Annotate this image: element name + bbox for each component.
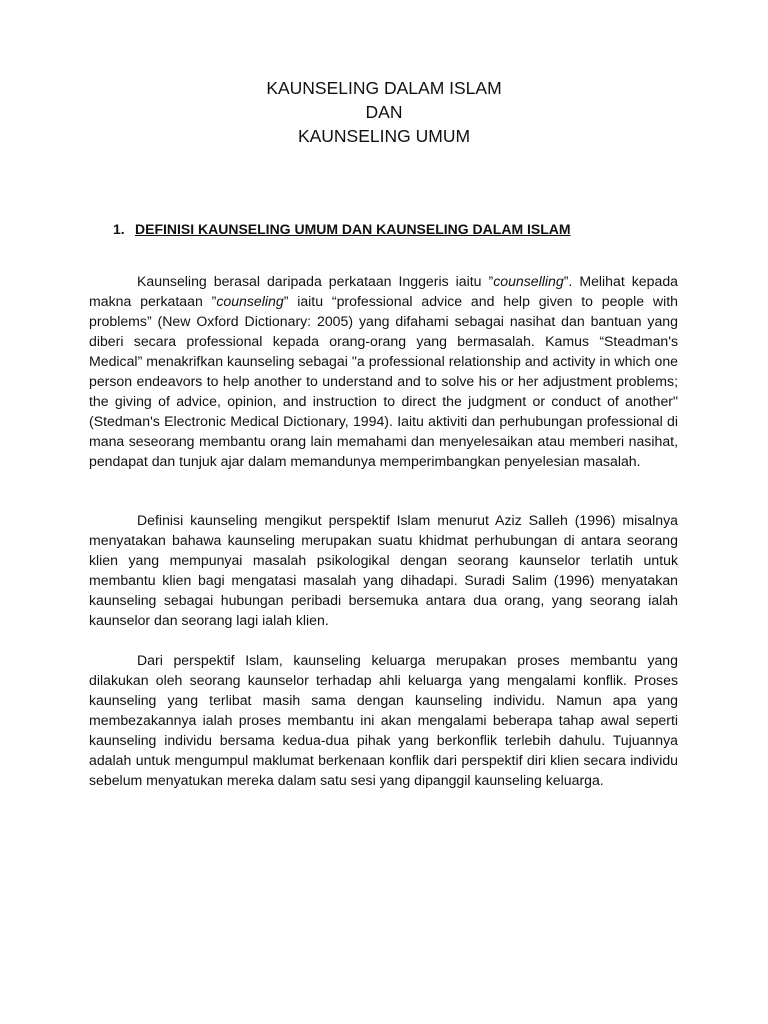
section-heading-text: DEFINISI KAUNSELING UMUM DAN KAUNSELING DALAM ISLAM: [135, 221, 571, 237]
paragraph-2: Definisi kaunseling mengikut perspektif Islam menurut Aziz Salleh (1996) misalnya menyatakan bahawa kaunseling merupakan suatu khidmat perhubungan di antara seorang klien yang mempunyai masalah psikologikal dengan seorang kaunselor terlatih untuk membantu klien bagi mengatasi masalah yang dihadapi. Suradi Salim (1996) menyatakan kaunseling sebagai hubungan peribadi bersemuka antara dua orang, yang seorang ialah kaunselor dan seorang lagi ialah klien.: [89, 512, 678, 628]
paragraph-1-italic-1: counselling: [493, 273, 564, 289]
section-heading: [113, 219, 713, 239]
paragraph-1-part-3: ” iaitu “professional advice and help given to people with problems” (New Oxford Dictionary: 2005) yang difahami sebagai nasihat dan bantuan yang diberi secara professional kepada orang-orang yang bermasalah. Kamus “Steadman's Medical” menakrifkan kaunseling sebagai "a professional relationship and activity in which one person endeavors to help another to understand and to solve his or her adjustment problems; the giving of advice, opinion, and instruction to direct the judgment or conduct of another" (Stedman's Electronic Medical Dictionary, 1994). Iaitu aktiviti dan perhubungan professional di mana seseorang membantu orang lain memahami dan menyelesaikan atau memberi nasihat, pendapat dan tunjuk ajar dalam memandunya memperimbangkan penyelesian masalah.: [89, 293, 678, 469]
document-title: [0, 76, 768, 148]
section-number: 1.: [113, 221, 125, 237]
title-line-3: KAUNSELING UMUM: [297, 126, 471, 146]
paragraph-1-part-1: Kaunseling berasal daripada perkataan Inggeris iaitu ”: [137, 273, 494, 289]
title-line-2: DAN: [365, 102, 403, 122]
title-line-1: KAUNSELING DALAM ISLAM: [266, 78, 502, 98]
paragraph-1-italic-2: counseling: [216, 293, 284, 309]
paragraph-1-part-2: ”. Melihat kepada makna perkataan ”: [89, 273, 678, 309]
paragraph-1: [89, 271, 678, 471]
paragraph-3: Dari perspektif Islam, kaunseling keluarga merupakan proses membantu yang dilakukan oleh seorang kaunselor terhadap ahli keluarga yang mengalami konflik. Proses kaunseling yang terlibat masih sama dengan kaunseling individu. Namun apa yang membezakannya ialah proses membantu ini akan mengalami beberapa tahap awal seperti kaunseling individu bersama kedua-dua pihak yang berkonflik terlebih dahulu. Tujuannya adalah untuk mengumpul maklumat berkenaan konflik dari perspektif diri klien secara individu sebelum menyatukan mereka dalam satu sesi yang dipanggil kaunseling keluarga.: [89, 652, 678, 788]
